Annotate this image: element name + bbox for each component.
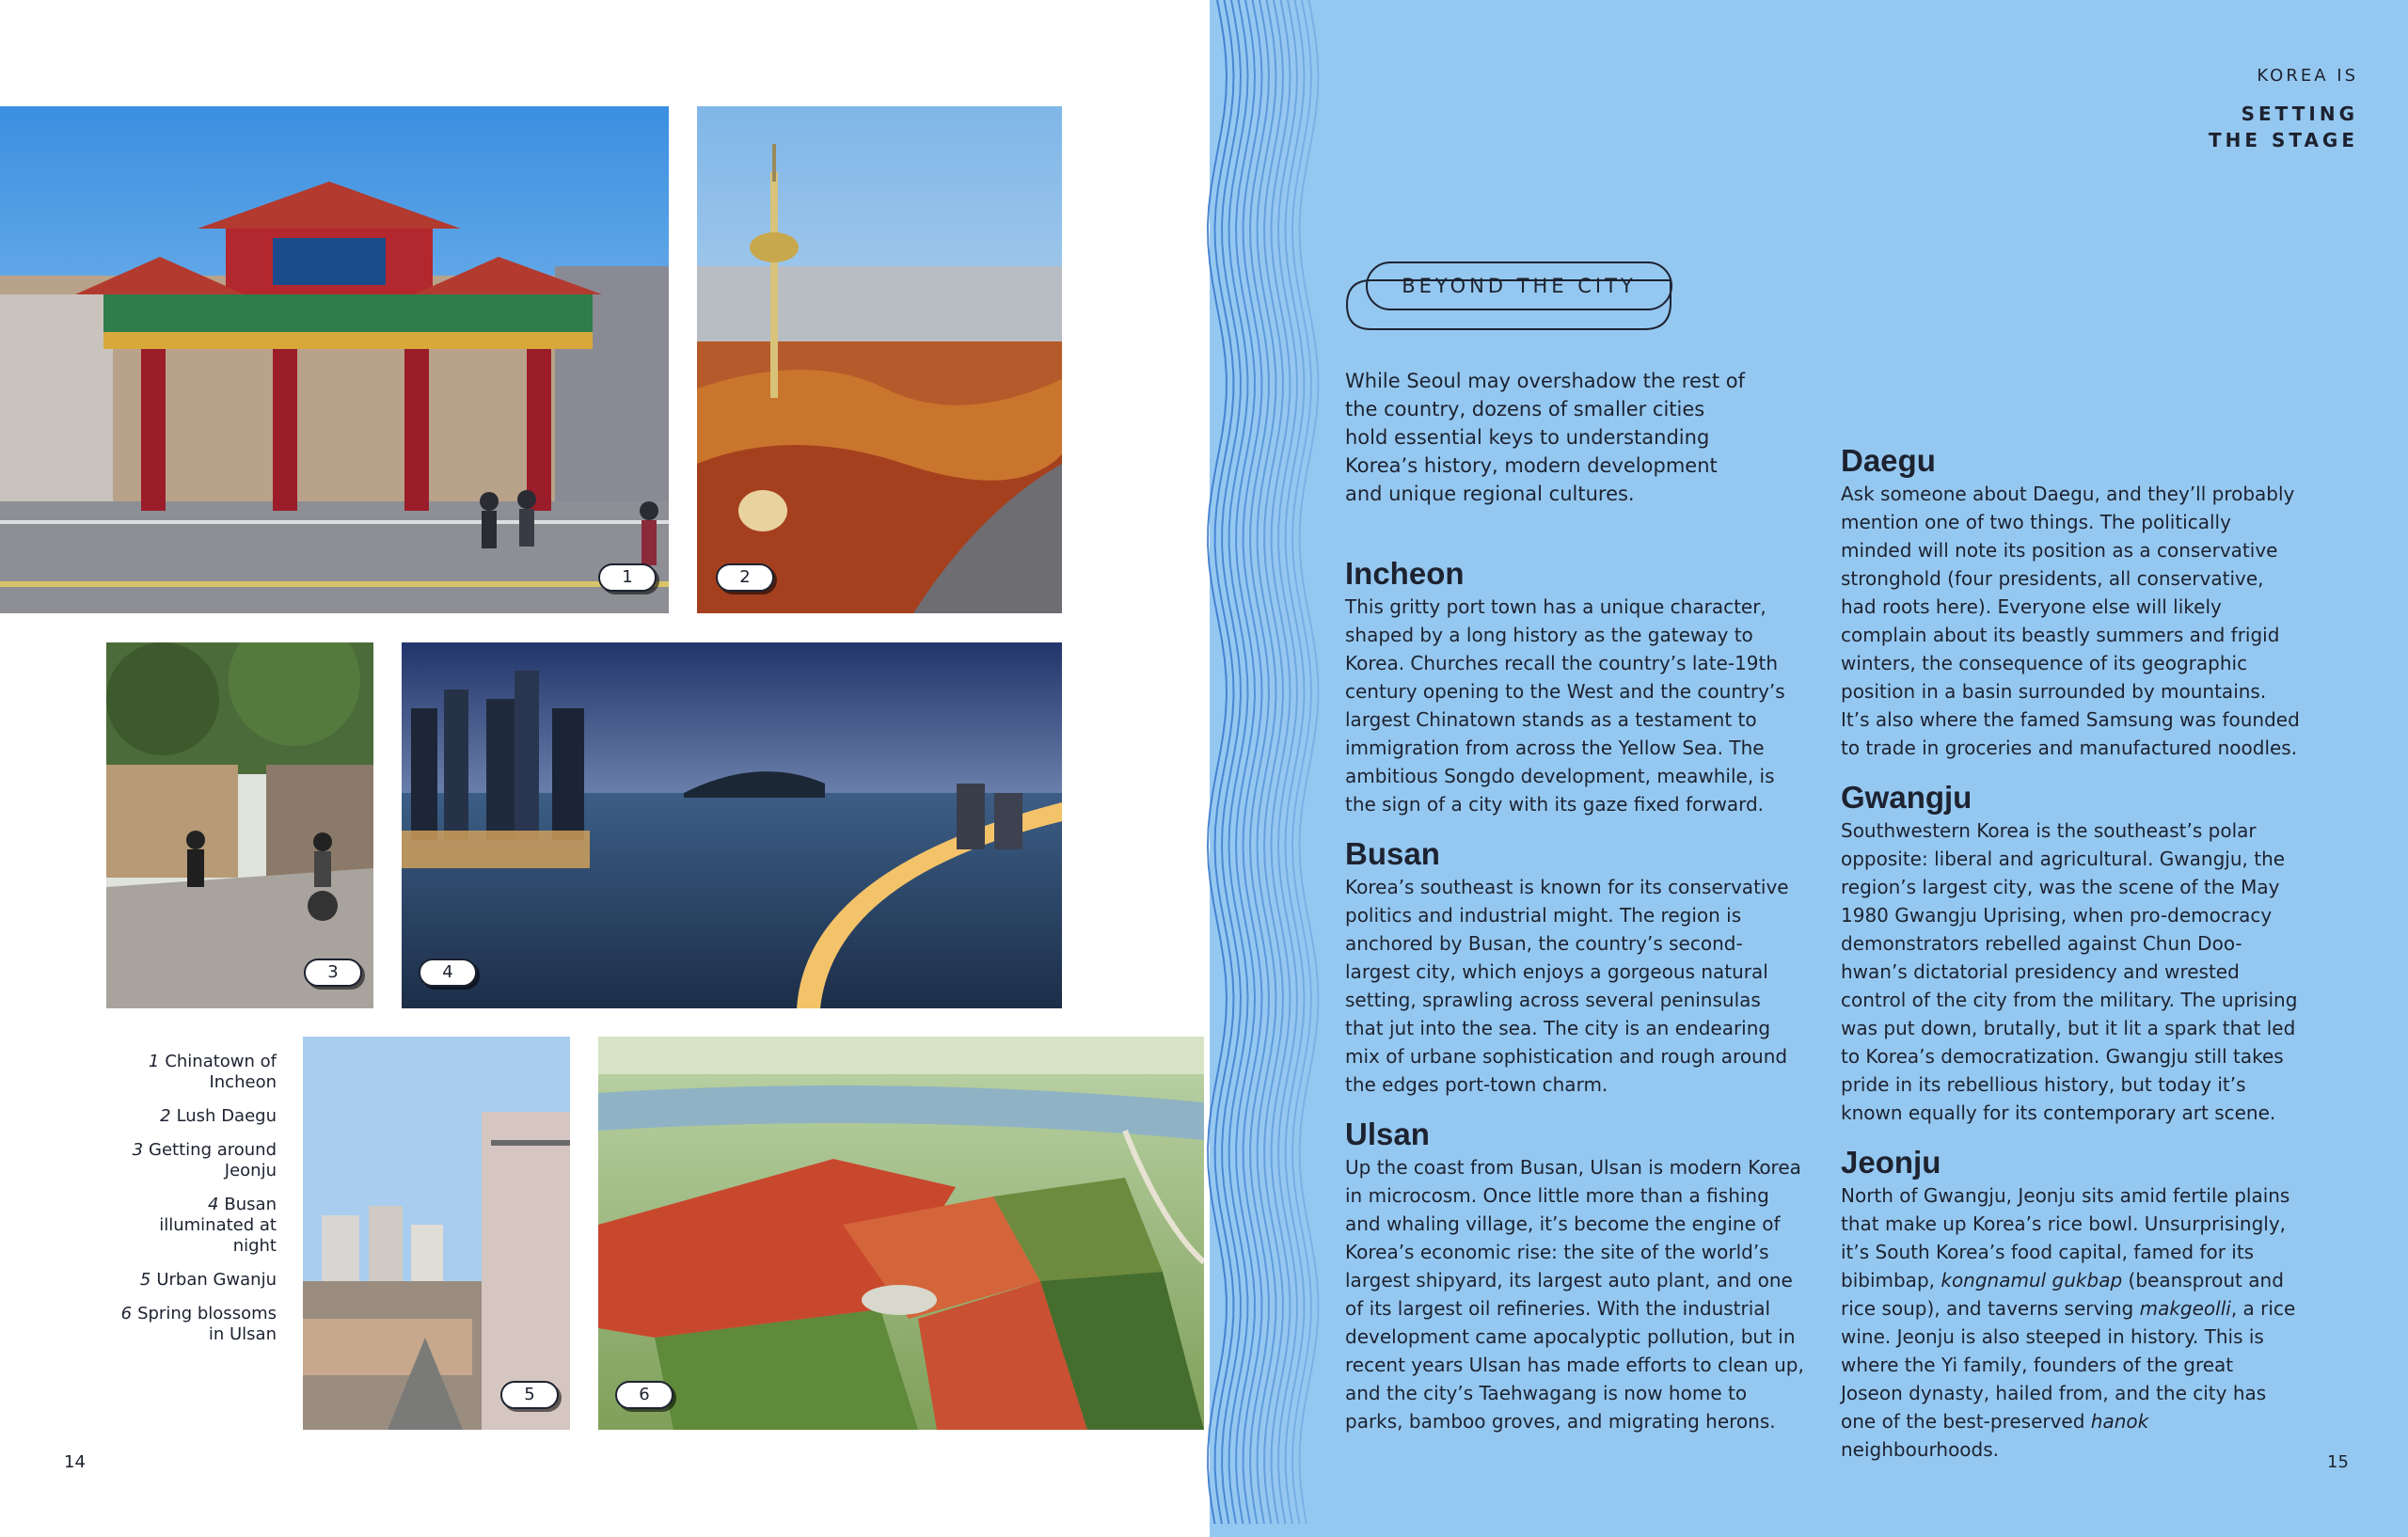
photo-number-badge: 1 (598, 563, 657, 592)
text-column-left (1345, 555, 1804, 1452)
photo-number-badge: 5 (500, 1381, 559, 1409)
right-page (1204, 0, 2408, 1537)
busan-night-illustration (402, 642, 1062, 1008)
photo-urban-gwangju (303, 1037, 570, 1430)
city-text: Ask someone about Daegu, and they’ll probably mention one of two things. The politically minded will note its position as a conservative stronghold (four presidents, all conservative, had roots here). Everyone else will likely complain about its beastly summers and frigid winters, the consequence of its geographic position in a basin surrounded by mountains. It’s also where the famed Samsung was founded to trade in groceries and manufactured noodles. (1841, 483, 2300, 759)
city-heading: Ulsan (1345, 1117, 1430, 1151)
city-heading: Busan (1345, 836, 1440, 871)
photo-busan-night (402, 642, 1062, 1008)
caption-item: 2 Lush Daegu (160, 1106, 277, 1126)
urban-gwangju-illustration (303, 1037, 570, 1430)
photo-daegu-tower (697, 106, 1062, 613)
city-text: Southwestern Korea is the southeast’s polar opposite: liberal and agricultural. Gwangju, the region’s largest city, was the scene of the May 1980 Gwangju Uprising, when pro-democracy demonstrators rebelled against Chun Doo-hwan’s dictatorial presidency and wrested control of the city from the military. The uprising was put down, brutally, but it lit a spark that led to Korea’s democratization. Gwangju still takes pride in its rebellious history, but today it’s known equally for its contemporary art scene. (1841, 819, 2298, 1124)
running-head (2209, 66, 2358, 153)
city-heading: Jeonju (1841, 1145, 1941, 1180)
city-section-busan (1345, 835, 1804, 1099)
photo-chinatown-incheon (0, 106, 669, 613)
caption-item: 5 Urban Gwanju (139, 1270, 277, 1290)
city-section-incheon (1345, 555, 1804, 818)
running-head-title: SETTING THE STAGE (2208, 103, 2358, 151)
running-head-kicker: KOREA IS (2257, 66, 2358, 86)
text-column-right (1841, 442, 2300, 1481)
city-text: North of Gwangju, Jeonju sits amid fertile plains that make up Korea’s rice bowl. Unsurprisingly, it’s South Korea’s food capital, famed for its bibimbap, kongnamul gukbap (beansprout and rice soup), and taverns serving makgeolli, a rice wine. Jeonju is also steeped in history. This is where the Yi family, founders of the great Joseon dynasty, hailed from, and the city has one of the best-preserved hanok neighbourhoods. (1841, 1184, 2296, 1461)
city-section-ulsan (1345, 1116, 1804, 1435)
photo-captions (113, 1052, 277, 1358)
city-section-jeonju (1841, 1144, 2300, 1464)
intro-paragraph: While Seoul may overshadow the rest of the country, dozens of smaller cities hold essential keys to understanding Korea’s history, modern development and unique regional cultures. (1345, 370, 1745, 505)
city-heading: Daegu (1841, 443, 1936, 478)
wave-line (1208, 0, 1227, 1524)
caption-item: 3 Getting around Jeonju (132, 1140, 277, 1180)
page-number-right: 15 (2327, 1452, 2349, 1472)
ulsan-blossoms-illustration (598, 1037, 1204, 1430)
caption-item: 1 Chinatown of Incheon (148, 1052, 277, 1092)
photo-number-badge: 2 (716, 563, 774, 592)
city-text: Up the coast from Busan, Ulsan is modern Korea in microcosm. Once little more than a fishing and whaling village, it’s become the engine of Korea’s economic rise: the site of the world’s largest shipyard, its largest auto plant, and one of its largest oil refineries. With the industrial development came apocalyptic pollution, but in recent years Ulsan has made efforts to clean up, and the city’s Taehwagang is now home to parks, bamboo groves, and migrating herons. (1345, 1156, 1804, 1433)
city-heading: Incheon (1345, 556, 1465, 591)
photo-jeonju-street (106, 642, 373, 1008)
daegu-tower-illustration (697, 106, 1062, 613)
photo-number-badge: 4 (419, 959, 477, 987)
city-text: Korea’s southeast is known for its conservative politics and industrial might. The region is anchored by Busan, the country’s second-largest city, which enjoys a gorgeous natural setting, sprawling across several peninsulas that jut into the sea. The city is an endearing mix of urbane sophistication and rough around the edges port-town charm. (1345, 876, 1789, 1096)
city-heading: Gwangju (1841, 780, 1972, 815)
city-section-daegu (1841, 442, 2300, 762)
caption-item: 4 Busan illuminated at night (159, 1195, 277, 1256)
chinatown-gate-illustration (0, 106, 669, 613)
photo-number-badge: 6 (615, 1381, 673, 1409)
wave-lines-decoration (1204, 0, 1326, 1537)
city-section-gwangju (1841, 779, 2300, 1127)
jeonju-street-illustration (106, 642, 373, 1008)
photo-number-badge: 3 (304, 959, 362, 987)
section-label: BEYOND THE CITY (1366, 261, 1672, 310)
caption-item: 6 Spring blossoms in Ulsan (120, 1304, 277, 1344)
photo-ulsan-blossoms (598, 1037, 1204, 1430)
city-text: This gritty port town has a unique character, shaped by a long history as the gateway to Korea. Churches recall the country’s late-19th century opening to the West and the country’s largest Chinatown stands as a testament to immigration from across the Yellow Sea. The ambitious Songdo development, meawhile, is the sign of a city with its gaze fixed forward. (1345, 595, 1785, 816)
page-number-left: 14 (64, 1452, 86, 1472)
